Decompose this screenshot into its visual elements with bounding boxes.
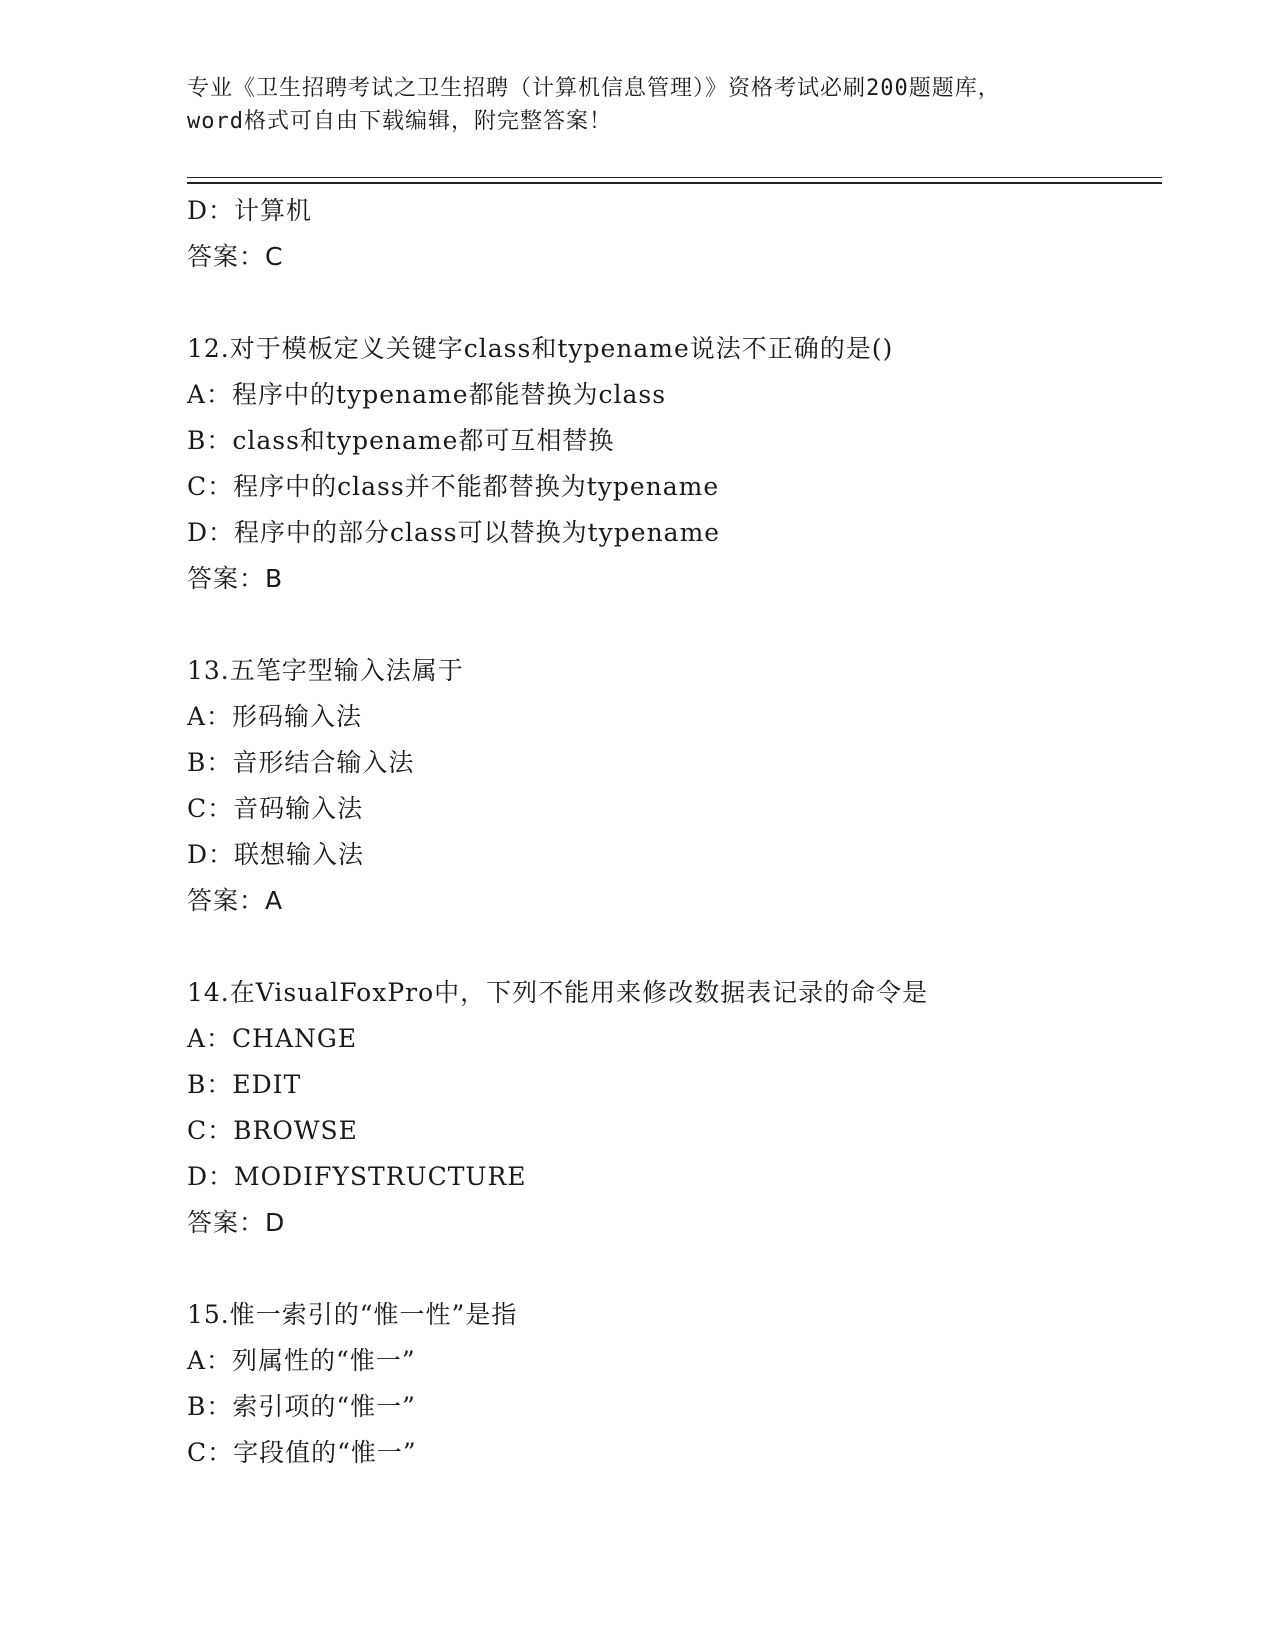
spacer (187, 280, 1162, 326)
question-14-option-a: A：CHANGE (187, 1024, 358, 1053)
question-12-option-c: C：程序中的class并不能都替换为typename (187, 472, 720, 501)
question-list (187, 188, 1162, 1476)
page-header (187, 72, 1087, 138)
question-15-option-a: A：列属性的“惟一” (187, 1346, 416, 1375)
question-14-answer: 答案：D (187, 1208, 286, 1237)
question-15-option-c: C：字段值的“惟一” (187, 1438, 417, 1467)
header-divider-thin (187, 177, 1162, 178)
question-15-option-b: B：索引项的“惟一” (187, 1392, 416, 1421)
question-12-stem: 12.对于模板定义关键字class和typename说法不正确的是() (187, 334, 894, 363)
question-14-option-c: C：BROWSE (187, 1116, 358, 1145)
question-12-option-d: D：程序中的部分class可以替换为typename (187, 518, 721, 547)
question-14-option-b: B：EDIT (187, 1070, 302, 1099)
question-12-option-a: A：程序中的typename都能替换为class (187, 380, 667, 409)
header-divider-thick (187, 182, 1162, 184)
header-line-2: word格式可自由下载编辑，附完整答案！ (187, 109, 612, 134)
question-14-option-d: D：MODIFYSTRUCTURE (187, 1162, 527, 1191)
question-13-option-b: B：音形结合输入法 (187, 748, 415, 777)
prev-answer: 答案：C (187, 242, 284, 271)
question-13-stem: 13.五笔字型输入法属于 (187, 656, 464, 685)
header-line-1: 专业《卫生招聘考试之卫生招聘（计算机信息管理）》资格考试必刷200题题库， (187, 76, 1001, 101)
question-12-option-b: B：class和typename都可互相替换 (187, 426, 615, 455)
question-13-answer: 答案：A (187, 886, 284, 915)
question-15-stem: 15.惟一索引的“惟一性”是指 (187, 1300, 518, 1329)
spacer (187, 1246, 1162, 1292)
question-12-answer: 答案：B (187, 564, 284, 593)
question-13-option-c: C：音码输入法 (187, 794, 364, 823)
question-14-stem: 14.在VisualFoxPro中，下列不能用来修改数据表记录的命令是 (187, 978, 929, 1007)
spacer (187, 602, 1162, 648)
question-13-option-a: A：形码输入法 (187, 702, 363, 731)
question-13-option-d: D：联想输入法 (187, 840, 365, 869)
spacer (187, 924, 1162, 970)
prev-option-d: D：计算机 (187, 196, 313, 225)
